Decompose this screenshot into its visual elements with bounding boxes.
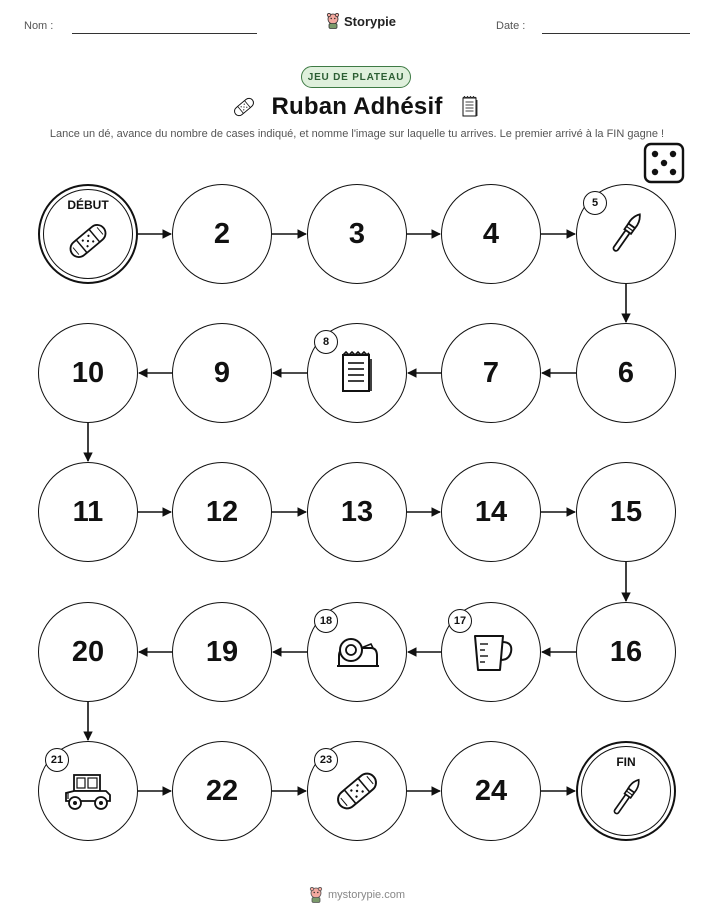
board-space-19 [172,602,272,702]
board-space-6 [576,323,676,423]
space-label: DÉBUT [67,198,109,212]
board-space-24 [441,741,541,841]
space-number: 14 [474,495,508,528]
board-space-16 [576,602,676,702]
board-space-14 [441,462,541,562]
board-space-10 [38,323,138,423]
notepad-icon [457,94,483,120]
space-label: FIN [616,755,636,769]
board-space-4 [441,184,541,284]
space-number: 15 [609,495,643,528]
board-space-20 [38,602,138,702]
space-number: 9 [213,356,231,389]
board-space-18 [307,602,407,702]
space-number: 11 [72,495,104,528]
brand-logo [326,13,396,29]
board-space-13 [307,462,407,562]
space-number: 7 [482,356,500,389]
board-space-25 [576,741,676,841]
board-space-1 [38,184,138,284]
space-number: 22 [205,774,239,807]
space-number: 12 [205,495,239,528]
measuring-cup-icon [465,626,517,678]
board-space-9 [172,323,272,423]
page-title: Ruban Adhésif [271,93,443,120]
brand-name: Storypie [344,13,397,29]
instructions: Lance un dé, avance du nombre de cases indiqué, et nomme l'image sur laquelle tu arrives. Le premier arrivé à la FIN gagne ! [49,128,665,140]
board-space-12 [172,462,272,562]
space-number: 20 [71,635,105,668]
mascot-icon [309,887,323,903]
board-space-7 [441,323,541,423]
space-number: 3 [348,217,366,250]
notepad-icon [331,347,383,399]
space-number: 6 [617,356,635,389]
board-space-17 [441,602,541,702]
space-number: 2 [213,217,231,250]
space-number: 10 [71,356,105,389]
title-row [0,93,714,121]
space-number-badge: 18 [314,609,338,633]
board-space-23 [307,741,407,841]
space-number: 4 [482,217,500,250]
name-label: Nom : [24,20,54,32]
board-space-11 [38,462,138,562]
name-line [72,33,257,34]
date-line [542,33,690,34]
tape-dispenser-icon [331,626,383,678]
space-number: 24 [474,774,508,807]
space-number: 19 [205,635,239,668]
bandage-icon [331,765,383,817]
footer-url: mystorypie.com [327,889,406,901]
space-number-badge: 5 [583,191,607,215]
bandage-icon [231,94,257,120]
space-number: 16 [609,635,643,668]
board-space-15 [576,462,676,562]
board-space-3 [307,184,407,284]
game-type-badge: JEU DE PLATEAU [301,66,411,88]
space-number: 13 [340,495,374,528]
board-space-8 [307,323,407,423]
board-space-21 [38,741,138,841]
board-space-22 [172,741,272,841]
date-label: Date : [496,20,526,32]
dice-icon [643,142,685,184]
mascot-icon [326,13,340,29]
board-space-5 [576,184,676,284]
board-space-2 [172,184,272,284]
vintage-car-icon [62,765,114,817]
footer [0,887,714,903]
space-number-badge: 17 [448,609,472,633]
space-number-badge: 23 [314,748,338,772]
space-number-badge: 8 [314,330,338,354]
paintbrush-icon [600,208,652,260]
space-number-badge: 21 [45,748,69,772]
